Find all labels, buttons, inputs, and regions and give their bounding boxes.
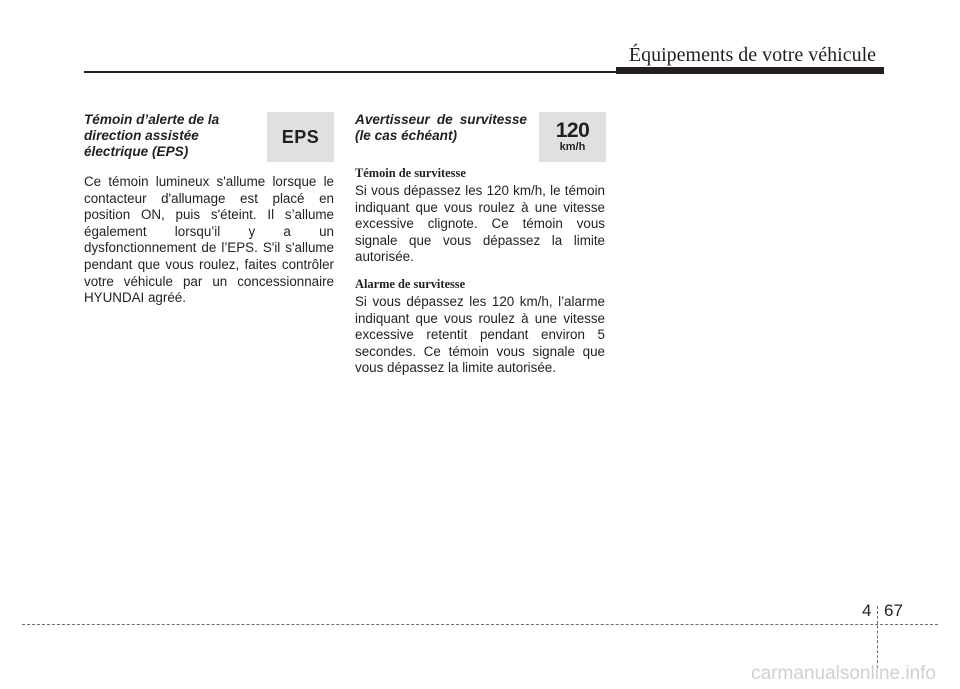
- overspeed-alarm-heading: Alarme de survitesse: [355, 276, 466, 291]
- overspeed-indicator-heading: Témoin de survitesse: [355, 166, 466, 180]
- watermark: carmanualsonline.info: [751, 663, 936, 684]
- overspeed-section-title: Avertisseur de survitesse (le cas échéant): [355, 112, 527, 143]
- chapter-header-title: Équipements de votre véhicule: [628, 44, 876, 66]
- overspeed-alarm-body: Si vous dépassez les 120 km/h, l’alarme indiquant que vous roulez à une vitesse excessive retentit pendant environ 5 secondes. Ce témoin vous signale que vous dépassez la limite autorisée.: [355, 293, 605, 376]
- page-number: 67: [884, 601, 903, 620]
- header-rule-accent: [616, 67, 884, 74]
- eps-warning-icon: [267, 112, 334, 162]
- chapter-number: 4: [862, 601, 872, 620]
- speed-icon-number: 120: [555, 119, 590, 142]
- overspeed-indicator-body: Si vous dépassez les 120 km/h, le témoin indiquant que vous roulez à une vitesse excessive clignote. Ce témoin vous signale que vous dépassez la limite autorisée.: [355, 183, 605, 265]
- eps-section-title: Témoin d’alerte de la direction assistée électrique (EPS): [84, 112, 220, 159]
- footer-rule: [22, 624, 938, 625]
- eps-icon-label: EPS: [281, 126, 320, 147]
- speed-warning-icon: [539, 112, 606, 162]
- speed-icon-unit: km/h: [559, 141, 586, 153]
- eps-section-body: Ce témoin lumineux s'allume lorsque le contacteur d'allumage est placé en position ON, puis s'éteint. Il s’allume également lorsqu’il y a un dysfonctionnement de l’EPS. S'il s'allume pendant que vous roulez, faites contrôler votre véhicule par un concessionnaire HYUNDAI agréé.: [84, 174, 334, 306]
- footer-divider: [877, 606, 878, 668]
